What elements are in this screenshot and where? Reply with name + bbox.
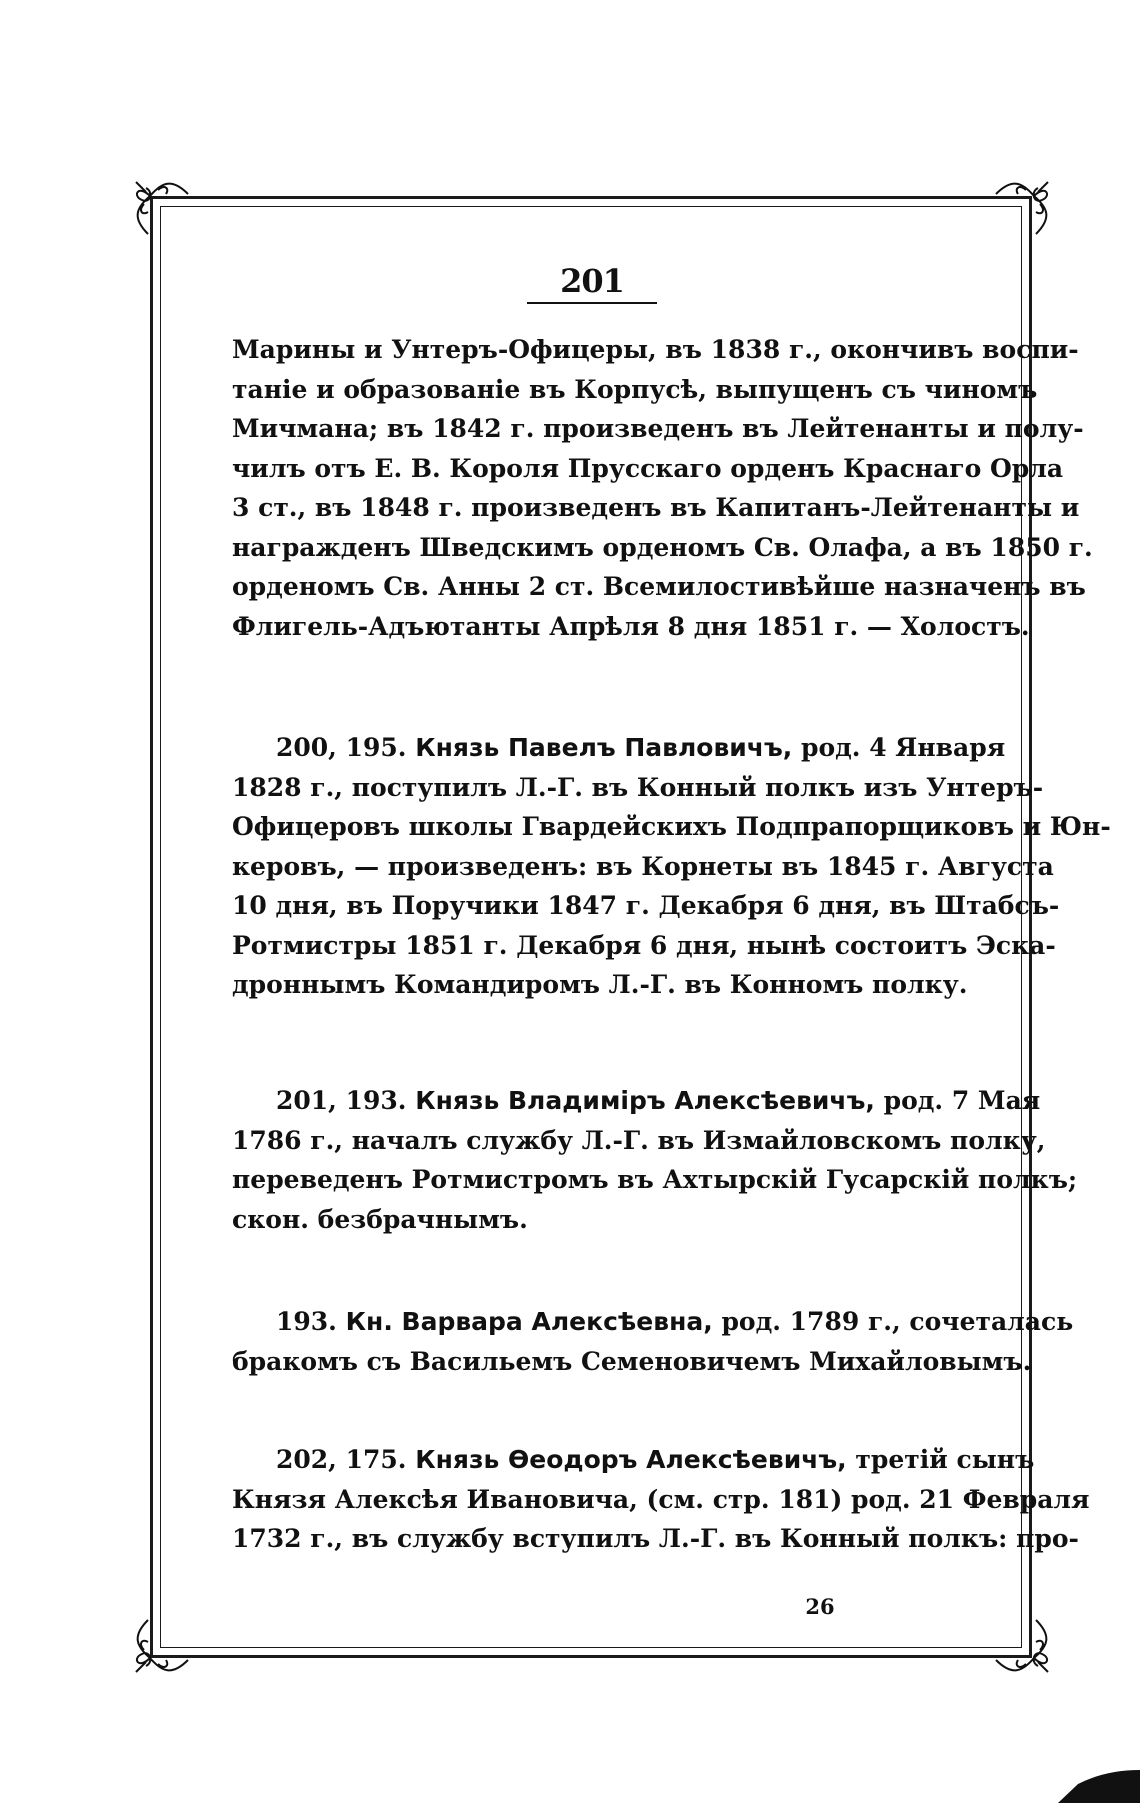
text-line: Мичмана; въ 1842 г. произведенъ въ Лейтенанты и полу-: [232, 414, 1084, 443]
corner-ornament-top-right-icon: [986, 174, 1056, 244]
page-number: 201: [560, 262, 624, 300]
page-edge-mark-icon: [1058, 1770, 1140, 1803]
entry-paragraph: [232, 1081, 1078, 1239]
entry-first-line-rest: род. 7 Мая: [883, 1086, 1041, 1115]
text-line: Флигель-Адъютанты Апрѣля 8 дня 1851 г. — Холостъ.: [232, 611, 1030, 641]
entry-first-line-rest: род. 1789 г., сочеталась: [721, 1307, 1074, 1336]
text-line: керовъ, — произведенъ: въ Корнеты въ 1845 г. Августа: [232, 851, 1054, 881]
text-line: 1828 г., поступилъ Л.-Г. въ Конный полкъ изъ Унтеръ-: [232, 772, 1044, 802]
entry-number: 202, 175.: [276, 1445, 407, 1474]
entry-name: Князь Павелъ Павловичъ,: [415, 733, 793, 762]
entry-heading-line: [232, 1081, 1041, 1121]
entry-number: 193.: [276, 1307, 337, 1336]
entry-heading-line: [232, 1440, 1035, 1480]
entry-paragraph: [232, 728, 1111, 1005]
text-line: скон. безбрачнымъ.: [232, 1204, 528, 1234]
text-line: 1786 г., началъ службу Л.-Г. въ Измайловскомъ полку,: [232, 1125, 1046, 1155]
text-line: чилъ отъ Е. В. Короля Прусскаго орденъ Краснаго Орла: [232, 453, 1064, 483]
text-line: награжденъ Шведскимъ орденомъ Св. Олафа, а въ 1850 г.: [232, 532, 1093, 562]
entry-number: 200, 195.: [276, 733, 407, 762]
text-line: 1732 г., въ службу вступилъ Л.-Г. въ Конный полкъ: про-: [232, 1524, 1079, 1553]
text-line: таніе и образованіе въ Корпусѣ, выпущенъ съ чиномъ: [232, 374, 1038, 404]
entry-name: Князь Ѳеодоръ Алексѣевичъ,: [415, 1445, 847, 1474]
corner-ornament-top-left-icon: [128, 174, 198, 244]
text-line: 3 ст., въ 1848 г. произведенъ въ Капитанъ-Лейтенанты и: [232, 493, 1080, 522]
entry-first-line-rest: род. 4 Января: [800, 733, 1006, 762]
printer-signature-mark: 26: [805, 1594, 835, 1619]
entry-number: 201, 193.: [276, 1086, 407, 1115]
page-number-rule: [527, 302, 657, 304]
paragraph-continuation: [232, 330, 1093, 646]
entry-first-line-rest: третій сынъ: [855, 1445, 1035, 1474]
corner-ornament-bottom-right-icon: [986, 1610, 1056, 1680]
entry-paragraph: [232, 1302, 1074, 1381]
entry-name: Князь Владиміръ Алексѣевичъ,: [415, 1086, 875, 1115]
entry-heading-line: [232, 728, 1006, 768]
text-line: Ротмистры 1851 г. Декабря 6 дня, нынѣ состоитъ Эска-: [232, 930, 1056, 960]
text-line: Марины и Унтеръ-Офицеры, въ 1838 г., окончивъ воспи-: [232, 335, 1079, 364]
corner-ornament-bottom-left-icon: [128, 1610, 198, 1680]
text-line: дроннымъ Командиромъ Л.-Г. въ Конномъ полку.: [232, 970, 968, 999]
entry-heading-line: [232, 1302, 1074, 1342]
text-line: Князя Алексѣя Ивановича, (см. стр. 181) род. 21 Февраля: [232, 1484, 1090, 1514]
text-line: 10 дня, въ Поручики 1847 г. Декабря 6 дня, въ Штабсъ-: [232, 891, 1060, 920]
entry-paragraph: [232, 1440, 1090, 1559]
text-line: переведенъ Ротмистромъ въ Ахтырскій Гусарскій полкъ;: [232, 1165, 1078, 1194]
text-line: Офицеровъ школы Гвардейскихъ Подпрапорщиковъ и Юн-: [232, 812, 1111, 841]
text-line: бракомъ съ Васильемъ Семеновичемъ Михайловымъ.: [232, 1346, 1032, 1376]
entry-name: Кн. Варвара Алексѣевна,: [345, 1307, 713, 1336]
text-line: орденомъ Св. Анны 2 ст. Всемилостивѣйше назначенъ въ: [232, 572, 1086, 601]
